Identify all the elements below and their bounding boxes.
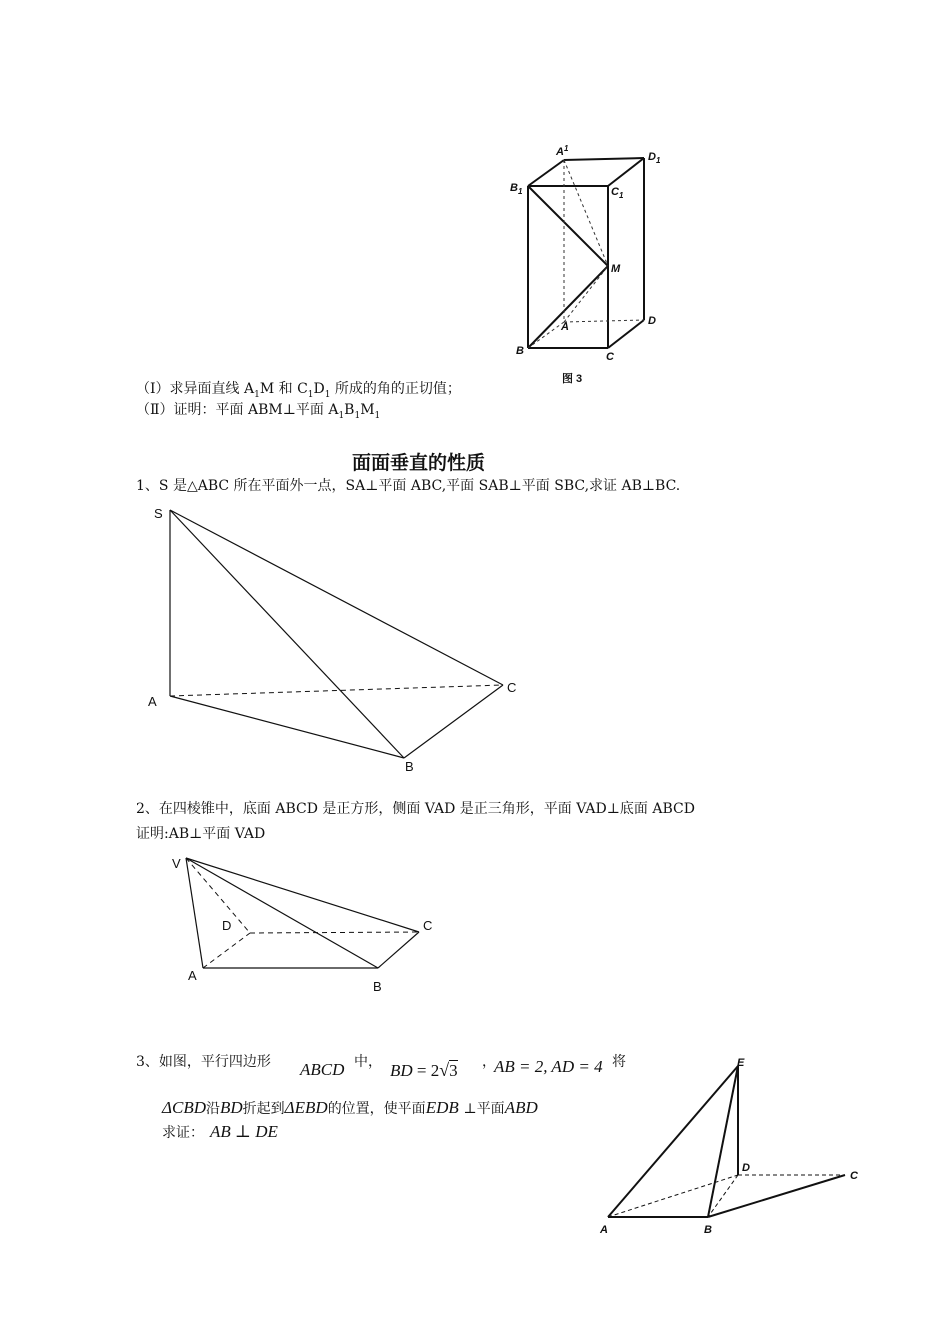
edge-vc bbox=[186, 858, 419, 932]
hidden-edge-ab bbox=[528, 322, 564, 348]
label-b: B bbox=[516, 345, 524, 357]
problem-3-math-abcd: ABCD bbox=[300, 1060, 345, 1079]
label-c: C bbox=[850, 1170, 858, 1182]
edge-vb bbox=[186, 858, 378, 968]
label-d: D bbox=[648, 315, 656, 327]
problem-3-math-bd: BD = 2√3 bbox=[390, 1060, 458, 1080]
hidden-segment-am bbox=[564, 266, 608, 322]
edge-bc bbox=[404, 685, 503, 758]
label-a: A bbox=[561, 321, 569, 333]
question-part-1: （Ⅰ）求异面直线 $A_1M$ 和 $C_1D_1$ 所成的角的正切值； bbox=[136, 381, 461, 400]
label-c1: $C_1$ bbox=[611, 186, 624, 200]
label-d: D bbox=[222, 918, 232, 933]
edge-b1a1 bbox=[528, 160, 564, 186]
problem-3-intro: 3、如图，平行四边形 bbox=[136, 1054, 271, 1070]
label-a: A bbox=[600, 1224, 608, 1236]
label-b: B bbox=[405, 759, 414, 774]
problem-3-line-2: ΔCBD沿BD折起到ΔEBD的位置，使平面EDB ⊥平面ABD bbox=[162, 1098, 538, 1117]
label-a: A bbox=[188, 968, 197, 983]
problem-3-comma: ， bbox=[482, 1054, 496, 1070]
edge-c1d1 bbox=[608, 158, 644, 186]
problem-3-text-jiang: 将 bbox=[612, 1054, 626, 1070]
edge-sc bbox=[170, 510, 503, 685]
label-b1: $B_1$ bbox=[510, 182, 523, 196]
problem-3-line-3: 求证： AB ⊥ DE bbox=[162, 1122, 278, 1141]
edge-ae bbox=[608, 1066, 738, 1217]
problem-3-text-zhong: 中， bbox=[354, 1054, 382, 1070]
problem-3-math-ab-ad: AB = 2, AD = 4 bbox=[494, 1057, 603, 1076]
figure-problem-1 bbox=[140, 500, 540, 780]
label-s: S bbox=[154, 506, 163, 521]
edge-bc bbox=[378, 932, 419, 968]
hidden-edge-dc bbox=[250, 932, 419, 933]
edge-bc bbox=[708, 1175, 845, 1217]
label-a: A bbox=[148, 694, 157, 709]
segment-b1m bbox=[528, 186, 608, 266]
hidden-edge-ad bbox=[203, 933, 250, 968]
label-b: B bbox=[373, 979, 382, 994]
label-m: M bbox=[611, 263, 621, 275]
problem-2-line-2: 证明:AB⊥平面 VAD bbox=[136, 826, 266, 842]
edge-a1d1 bbox=[564, 158, 644, 160]
edge-ab bbox=[170, 696, 404, 758]
figure-problem-2 bbox=[160, 848, 450, 998]
label-c: C bbox=[507, 680, 517, 695]
hidden-edge-ad bbox=[564, 320, 644, 322]
hidden-edge-ad bbox=[608, 1175, 738, 1217]
problem-1-text: 1、S 是△ABC 所在平面外一点，SA⊥平面 ABC,平面 SAB⊥平面 SBC,求证 AB⊥BC. bbox=[136, 478, 681, 494]
figure-caption: 图 3 bbox=[562, 373, 583, 385]
hidden-segment-a1m bbox=[564, 160, 608, 266]
label-a1: $A^1$ bbox=[556, 144, 569, 158]
question-part-2: （Ⅱ）证明：平面 ABM⊥平面 $A_1B_1M_1$ bbox=[136, 402, 381, 421]
segment-bm bbox=[528, 266, 608, 348]
section-title: 面面垂直的性质 bbox=[352, 452, 486, 474]
label-d1: $D_1$ bbox=[648, 151, 661, 165]
label-d: D bbox=[742, 1162, 750, 1174]
edge-sb bbox=[170, 510, 404, 758]
label-c: C bbox=[423, 918, 433, 933]
problem-2-line-1: 2、在四棱锥中，底面 ABCD 是正方形，侧面 VAD 是正三角形，平面 VAD⊥底面 ABCD bbox=[136, 801, 695, 817]
label-v: V bbox=[172, 856, 181, 871]
edge-eb bbox=[708, 1066, 738, 1217]
label-e: E bbox=[737, 1057, 745, 1069]
figure-prism bbox=[500, 138, 680, 388]
label-c: C bbox=[606, 351, 614, 363]
edge-cd bbox=[608, 320, 644, 348]
figure-problem-3 bbox=[590, 1050, 870, 1245]
label-b: B bbox=[704, 1224, 712, 1236]
